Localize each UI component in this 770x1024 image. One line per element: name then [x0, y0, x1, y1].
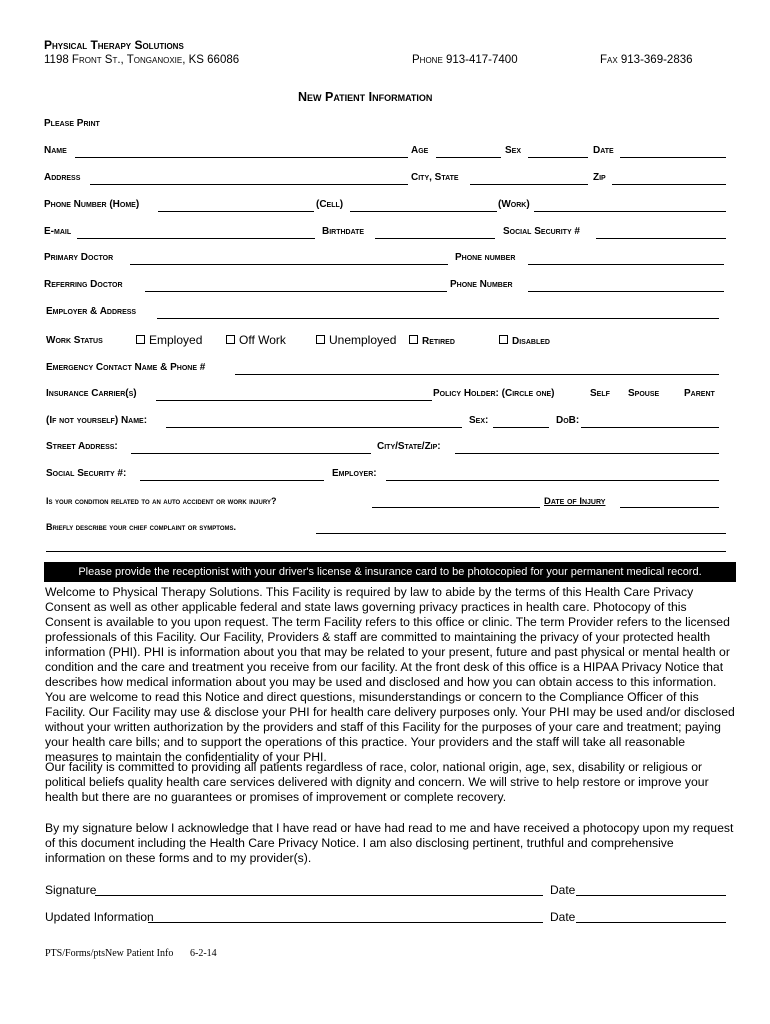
name-label: Name — [44, 145, 67, 156]
holder-ssn-label: Social Security #: — [46, 468, 127, 479]
updated-date-label: Date — [550, 910, 576, 924]
signature-field[interactable] — [95, 895, 543, 896]
checkbox-icon — [499, 335, 508, 344]
email-field[interactable] — [77, 238, 315, 239]
holder-ssn-field[interactable] — [140, 480, 324, 481]
privacy-consent-text: Welcome to Physical Therapy Solutions. This Facility is required by law to abide by the terms of this Health Care Privacy Consent as well as other applicable federal and state laws governing privacy practices in health care. Photocopy of this Consent is available to you upon request. The term Facility refers to this office or clinic. The term Provider refers to the licensed professionals of this Facility. Our Facility, Providers & staff are committed to maintaining the privacy of your protected health information (PHI). PHI is information about you that may be related to your present, future and past physical or mental health or condition and the care and treatment you receive from our facility. At the front desk of this office is a HIPAA Privacy Notice that describes how medical information about you may be used and disclosed and how you can obtain access to this information. You are welcome to read this Notice and direct questions, misunderstandings or concern to the Compliance Officer of this Facility. Our Facility may use & disclose your PHI for health care delivery purposes only. Your PHI may be used and/or disclosed without your written authorization by the providers and staff of this Facility for the purposes of your care and treatment; paying your health care bills; and to support the operations of this practice. Your providers and the staff will take all reasonable measures to maintain the confidentiality of your PHI. — [45, 585, 735, 764]
employer-address-label: Employer & Address — [46, 306, 137, 317]
company-phone: Phone 913-417-7400 — [412, 54, 518, 66]
insurance-field[interactable] — [156, 400, 432, 401]
street-field[interactable] — [131, 453, 371, 454]
holder-sex-field[interactable] — [493, 427, 549, 428]
cell-field[interactable] — [350, 211, 497, 212]
holder-employer-label: Employer: — [332, 468, 377, 479]
checkbox-icon — [409, 335, 418, 344]
spouse-option[interactable]: Spouse — [628, 388, 660, 399]
cell-label: (Cell) — [316, 199, 344, 210]
policy-holder-label: Policy Holder: (Circle one) — [433, 388, 555, 399]
ssn-label: Social Security # — [503, 226, 580, 237]
signature-date-field[interactable] — [576, 895, 726, 896]
city-state-field[interactable] — [470, 184, 588, 185]
date-field[interactable] — [620, 157, 726, 158]
employer-address-field[interactable] — [157, 318, 719, 319]
form-title: New Patient Information — [298, 90, 433, 104]
age-field[interactable] — [436, 157, 501, 158]
print-note: Please Print — [44, 118, 100, 129]
acknowledgement-text: By my signature below I acknowledge that I have read or have had read to me and have received a photocopy upon my request of this document including the Health Care Privacy Notice. I am also disclosing pertinent, truthful and comprehensive information on these forms and to my provider(s). — [45, 821, 734, 865]
sex-label: Sex — [505, 145, 522, 156]
work-label: (Work) — [498, 199, 530, 210]
emergency-label: Emergency Contact Name & Phone # — [46, 362, 206, 373]
license-banner: Please provide the receptionist with your driver's license & insurance card to be photocopied for your permanent medical record. — [44, 562, 736, 582]
holder-dob-field[interactable] — [581, 427, 719, 428]
street-label: Street Address: — [46, 441, 118, 452]
city-state-label: City, State — [411, 172, 459, 183]
address-label: Address — [44, 172, 81, 183]
company-name: Physical Therapy Solutions — [44, 38, 184, 52]
holder-name-label: (If not yourself) Name: — [46, 415, 148, 426]
primary-doctor-label: Primary Doctor — [44, 252, 114, 263]
checkbox-icon — [226, 335, 235, 344]
updated-info-field[interactable] — [148, 922, 543, 923]
holder-dob-label: DoB: — [556, 415, 580, 426]
complaint-field[interactable] — [316, 533, 726, 534]
accident-label: Is your condition related to an auto accident or work injury? — [46, 496, 277, 506]
updated-date-field[interactable] — [576, 922, 726, 923]
birthdate-field[interactable] — [375, 238, 495, 239]
checkbox-icon — [136, 335, 145, 344]
company-fax: Fax 913-369-2836 — [600, 54, 693, 66]
referring-doctor-label: Referring Doctor — [44, 279, 123, 290]
holder-name-field[interactable] — [166, 427, 462, 428]
name-field[interactable] — [75, 157, 408, 158]
off-work-option[interactable]: Off Work — [226, 333, 286, 347]
ssn-field[interactable] — [596, 238, 726, 239]
date-label: Date — [593, 145, 614, 156]
primary-phone-label: Phone number — [455, 252, 516, 263]
employed-option[interactable]: Employed — [136, 333, 202, 347]
retired-option[interactable]: Retired — [409, 335, 455, 347]
company-address: 1198 Front St., Tonganoxie, KS 66086 — [44, 54, 240, 66]
signature-date-label: Date — [550, 883, 576, 897]
holder-sex-label: Sex: — [469, 415, 489, 426]
referring-doctor-field[interactable] — [145, 291, 447, 292]
complaint-label: Briefly describe your chief complaint or symptoms. — [46, 522, 237, 532]
address-field[interactable] — [90, 184, 408, 185]
unemployed-option[interactable]: Unemployed — [316, 333, 396, 347]
sex-field[interactable] — [528, 157, 588, 158]
email-label: E-mail — [44, 226, 72, 237]
disabled-option[interactable]: Disabled — [499, 335, 550, 347]
checkbox-icon — [316, 335, 325, 344]
nondiscrimination-text: Our facility is committed to providing all patients regardless of race, color, national origin, age, sex, disability or religious or political beliefs quality health care services delivered with dignity and concern. We will strive to help restore or improve your health but there are no guarantees or promises of improvement or complete recovery. — [45, 760, 709, 804]
city-state-zip-field[interactable] — [455, 453, 719, 454]
referring-phone-label: Phone Number — [450, 279, 513, 290]
work-field[interactable] — [534, 211, 726, 212]
accident-field[interactable] — [372, 507, 540, 508]
zip-field[interactable] — [612, 184, 726, 185]
date-injury-field[interactable] — [620, 507, 719, 508]
phone-home-label: Phone Number (Home) — [44, 199, 140, 210]
complaint-field-line2[interactable] — [46, 551, 726, 552]
self-option[interactable]: Self — [590, 388, 610, 399]
updated-info-label: Updated Information — [45, 910, 154, 924]
form-id: PTS/Forms/ptsNew Patient Info — [45, 948, 174, 959]
holder-employer-field[interactable] — [386, 480, 719, 481]
referring-phone-field[interactable] — [528, 291, 724, 292]
zip-label: Zip — [593, 172, 606, 183]
primary-doctor-field[interactable] — [130, 264, 448, 265]
emergency-field[interactable] — [235, 374, 719, 375]
age-label: Age — [411, 145, 429, 156]
birthdate-label: Birthdate — [322, 226, 365, 237]
work-status-label: Work Status — [46, 335, 103, 346]
phone-home-field[interactable] — [158, 211, 314, 212]
primary-phone-field[interactable] — [528, 264, 724, 265]
signature-label: Signature — [45, 883, 97, 897]
date-injury-label: Date of Injury — [544, 496, 606, 507]
parent-option[interactable]: Parent — [684, 388, 715, 399]
form-version: 6-2-14 — [190, 948, 217, 959]
city-state-zip-label: City/State/Zip: — [377, 441, 441, 452]
insurance-label: Insurance Carrier(s) — [46, 388, 137, 399]
